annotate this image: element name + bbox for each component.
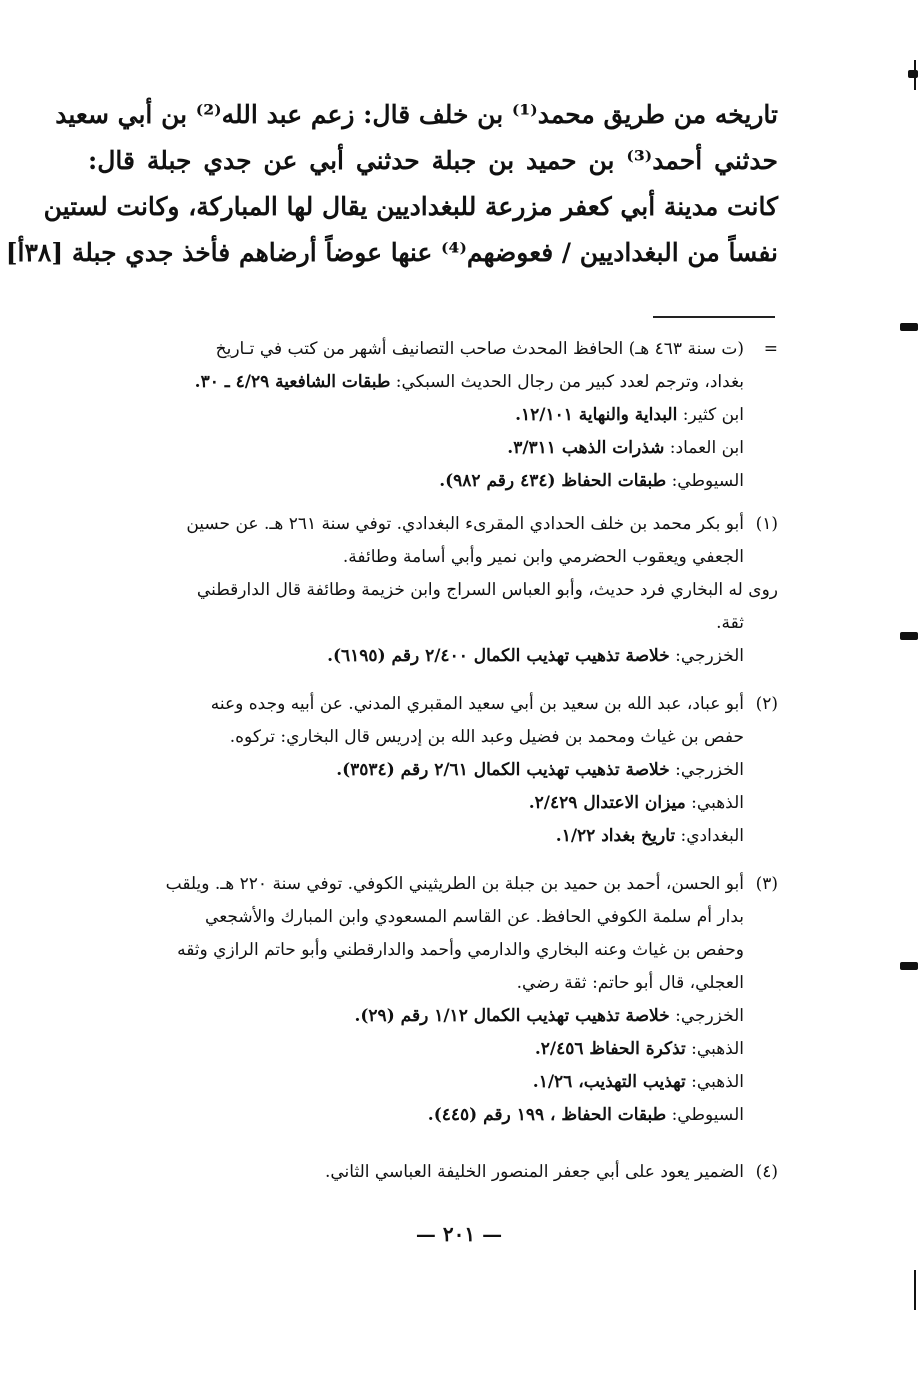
scan-edge-mark bbox=[900, 632, 918, 640]
source-author: ابن العماد: bbox=[669, 438, 744, 458]
footnote-text: بدار أم سلمة الكوفي الحافظ. عن القاسم المسعودي وابن المبارك والأشجعي bbox=[205, 907, 744, 927]
source-author: ابن كثير: bbox=[682, 405, 744, 425]
source-author: السيوطي: bbox=[671, 471, 744, 491]
footnote-number: (٤) bbox=[755, 1162, 778, 1182]
source-author: البغدادي: bbox=[680, 826, 744, 846]
source-author: الخزرجي: bbox=[675, 760, 744, 780]
footnote-4 bbox=[78, 1156, 778, 1189]
footnote-text: حفص بن غياث ومحمد بن فضيل وعبد الله بن إدريس قال البخاري: تركوه. bbox=[229, 727, 744, 747]
source-author: الخزرجي: bbox=[675, 646, 744, 666]
source-title: خلاصة تذهيب تهذيب الكمال ٢/٤٠٠ رقم (٦١٩٥). bbox=[327, 646, 670, 666]
source-title: طبقات الحفاظ (٤٣٤ رقم ٩٨٢). bbox=[439, 471, 667, 491]
footnote-text: وحفص بن غياث وعنه البخاري والدارمي وأحمد والدارقطني وأبو حاتم الرازي وثقه bbox=[177, 940, 744, 960]
footnote-3 bbox=[78, 868, 778, 1132]
footnote-separator bbox=[653, 316, 775, 318]
footnote-text: أبو عباد، عبد الله بن سعيد بن أبي سعيد المقبري المدني. عن أبيه وجده وعنه bbox=[210, 694, 744, 714]
source-title: طبقات الشافعية ٤/٢٩ ـ ٣٠. bbox=[194, 372, 391, 392]
footnote-number: (٢) bbox=[755, 694, 778, 714]
footnote-continued bbox=[78, 333, 778, 498]
scan-edge-mark bbox=[900, 962, 918, 970]
footnote-text: أبو الحسن، أحمد بن حميد بن جبلة بن الطريثيني الكوفي. توفي سنة ٢٢٠ هـ. ويلقب bbox=[165, 874, 744, 894]
main-line-3: كانت مدينة أبي كعفر مزرعة للبغداديين يقال لها المباركة، وكانت لستين bbox=[43, 192, 778, 221]
source-title: خلاصة تذهيب تهذيب الكمال ١/١٢ رقم (٢٩). bbox=[354, 1006, 670, 1026]
main-line-2: حدثني أحمد⁽³⁾ بن حميد بن جبلة حدثني أبي عن جدي جبلة قال: bbox=[88, 146, 778, 175]
page-number: — ٢٠١ — bbox=[415, 1222, 503, 1246]
footnote-text: بغداد، وترجم لعدد كبير من رجال الحديث السبكي: bbox=[395, 372, 744, 392]
footnote-text: أبو بكر محمد بن خلف الحدادي المقرىء البغدادي. توفي سنة ٢٦١ هـ. عن حسين bbox=[186, 514, 744, 534]
source-title: تذكرة الحفاظ ٢/٤٥٦. bbox=[534, 1039, 686, 1059]
footnote-text: ثقة. bbox=[716, 613, 744, 633]
footnote-number: (٣) bbox=[755, 874, 778, 894]
source-title: طبقات الحفاظ ، ١٩٩ رقم (٤٤٥). bbox=[427, 1105, 667, 1125]
footnote-2 bbox=[78, 688, 778, 853]
source-author: الذهبي: bbox=[691, 793, 744, 813]
main-line-4: نفساً من البغداديين / فعوضهم⁽⁴⁾ عنها عوضاً أرضاهم فأخذ جدي جبلة [٣٨أ] bbox=[5, 238, 778, 267]
source-title: البداية والنهاية ١٢/١٠١. bbox=[515, 405, 678, 425]
source-title: تاريخ بغداد ١/٢٢. bbox=[555, 826, 676, 846]
source-title: شذرات الذهب ٣/٣١١. bbox=[507, 438, 665, 458]
footnote-text: (ت سنة ٤٦٣ هـ) الحافظ المحدث صاحب التصانيف أشهر من كتب في تـاريخ bbox=[215, 339, 744, 359]
source-author: الذهبي: bbox=[691, 1039, 744, 1059]
source-title: خلاصة تذهيب تهذيب الكمال ٢/٦١ رقم (٣٥٣٤). bbox=[336, 760, 670, 780]
footnote-text: روى له البخاري فرد حديث، وأبو العباس السراج وابن خزيمة وطائفة قال الدارقطني bbox=[196, 580, 778, 600]
scan-edge-mark bbox=[900, 323, 918, 331]
scan-edge-mark bbox=[914, 1270, 916, 1310]
source-title: ميزان الاعتدال ٢/٤٢٩. bbox=[528, 793, 686, 813]
continuation-mark: = bbox=[763, 339, 778, 359]
source-title: تهذيب التهذيب، ١/٢٦. bbox=[532, 1072, 686, 1092]
main-line-1: تاريخه من طريق محمد⁽¹⁾ بن خلف قال: زعم عبد الله⁽²⁾ بن أبي سعيد bbox=[55, 100, 778, 129]
scan-edge-mark bbox=[908, 70, 918, 78]
footnote-text: الضمير يعود على أبي جعفر المنصور الخليفة العباسي الثاني. bbox=[324, 1162, 744, 1182]
source-author: الخزرجي: bbox=[675, 1006, 744, 1026]
source-author: السيوطي: bbox=[671, 1105, 744, 1125]
footnote-number: (١) bbox=[755, 514, 778, 534]
footnote-1 bbox=[78, 508, 778, 673]
footnote-text: العجلي، قال أبو حاتم: ثقة رضي. bbox=[516, 973, 744, 993]
source-author: الذهبي: bbox=[691, 1072, 744, 1092]
footnote-text: الجعفي ويعقوب الحضرمي وابن نمير وأبي أسامة وطائفة. bbox=[342, 547, 744, 567]
main-text bbox=[5, 92, 778, 276]
